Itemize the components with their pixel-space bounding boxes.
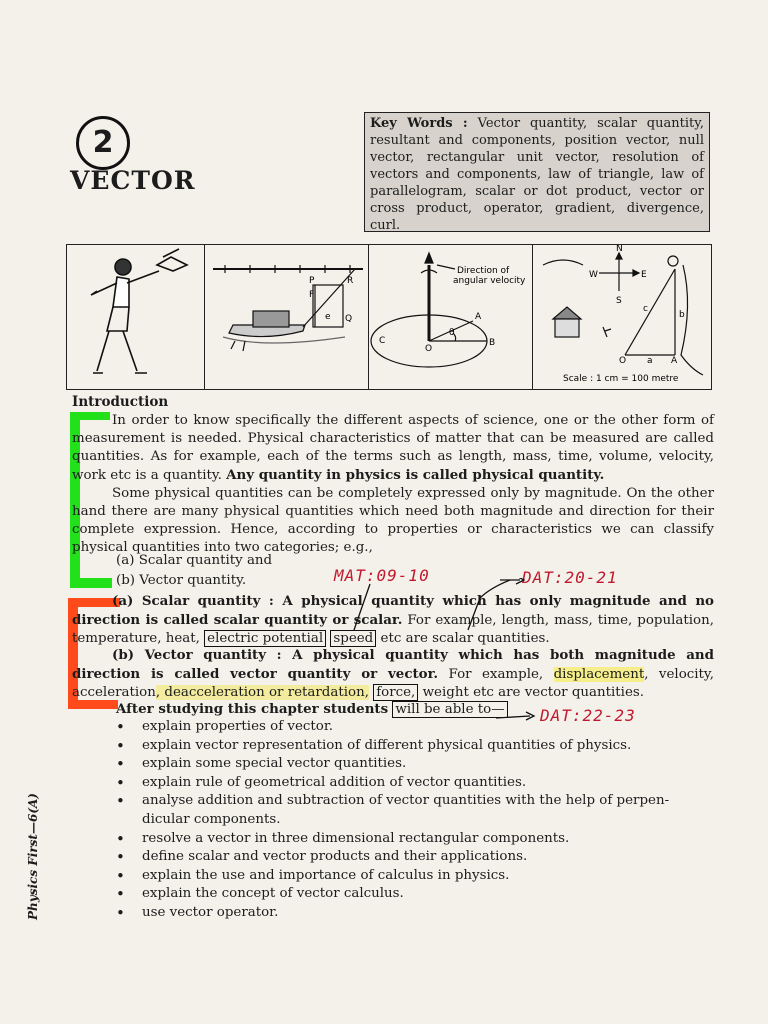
list-item: • define scalar and vector products and their applications. [116, 848, 676, 867]
boat-illustration [205, 245, 369, 389]
keywords-box [364, 112, 710, 232]
handwritten-dat-1: DAT:20-21 [522, 568, 618, 587]
vector-rest-2: , velocity, [644, 667, 714, 682]
scalar-lead: (a) Scalar quantity : A physical quantity which has only magnitude and no direction is called scalar quantity or scalar. [72, 593, 714, 628]
vector-highlight-displacement: displacement [553, 667, 645, 682]
handwritten-strokes [340, 578, 640, 728]
list-item: • explain the concept of vector calculus. [116, 885, 676, 904]
intro-p1-text: In order to know specifically the different aspects of science, one or the other form of measurement is needed. Physical characteristics of matter that can be measured are called quantities. As for example, each of the terms such as length, mass, time, volume, velocity, work etc is a quantity. [72, 413, 714, 483]
vector-tail: weight etc are vector quantities. [422, 685, 644, 700]
list-item: • resolve a vector in three dimensional rectangular components. [116, 830, 676, 849]
green-highlight-base [70, 578, 112, 588]
vector-highlight-retardation: , deacceleration or retardation, [155, 685, 369, 700]
compass-w: W [589, 270, 598, 280]
fig-label-r: R [347, 276, 354, 286]
scalar-tail: etc are scalar quantities. [380, 631, 550, 646]
map-scale: Scale : 1 cm = 100 metre [563, 374, 679, 384]
slingshot-illustration [67, 245, 205, 389]
introduction-heading: Introduction [72, 394, 169, 410]
fig-label-f: F [309, 290, 315, 300]
scalar-boxed-electric-potential: electric potential [204, 630, 326, 647]
list-item: • explain vector representation of different physical quantities of physics. [116, 737, 676, 756]
list-item: • explain properties of vector. [116, 718, 676, 737]
map-a: A [671, 356, 678, 366]
intro-p1-bold: Any quantity in physics is called physical quantity. [226, 467, 605, 483]
chapter-number: 2 [76, 116, 130, 170]
direction-label-2: angular velocity [453, 276, 526, 286]
vector-rest-3: acceleration [72, 685, 156, 700]
vector-boxed-force: force, [373, 684, 418, 701]
figure-map [533, 245, 710, 389]
vector-lead: (b) Vector quantity : A physical quantity which has both magnitude and direction is called vector quantity or vector. [72, 647, 714, 682]
angular-velocity-illustration [369, 245, 533, 389]
map-illustration [533, 245, 710, 389]
label-a: A [475, 312, 482, 322]
direction-label-1: Direction of [457, 266, 510, 276]
list-item: • explain the use and importance of calculus in physics. [116, 867, 676, 886]
category-a: (a) Scalar quantity and [116, 553, 273, 568]
keywords-text: Vector quantity, scalar quantity, resultant and components, position vector, null vector, rectangular unit vector, resolution of vectors and components, law of triangle, law of parallelogram, scalar or dot product, vector or cross product, operator, gradient, divergence, curl. [370, 116, 704, 232]
handwritten-dat-2: DAT:22-23 [540, 706, 636, 725]
map-a-small: a [647, 356, 653, 366]
map-b: b [679, 310, 685, 320]
label-theta: θ [449, 328, 455, 338]
figure-strip [66, 244, 712, 390]
figure-slingshot [67, 245, 205, 389]
objectives-list [116, 718, 676, 923]
after-bold: After studying this chapter students [116, 701, 389, 717]
list-item: • explain rule of geometrical addition of vector quantities. [116, 774, 676, 793]
keywords-label: Key Words : [370, 116, 468, 131]
handwritten-mat: MAT:09-10 [334, 566, 430, 585]
intro-paragraph-2: Some physical quantities can be completely expressed only by magnitude. On the other hand there are many physical quantities which need both magnitude and direction for their complete expression. Hence, according to properties or characteristics we can classify physical quantities into two categories; e.g., [72, 486, 714, 555]
compass-e: E [641, 270, 647, 280]
chapter-title: VECTOR [70, 166, 196, 195]
compass-s: S [616, 296, 622, 306]
after-boxed: will be able to— [392, 701, 507, 718]
intro-paragraphs [72, 412, 714, 557]
list-item: • use vector operator. [116, 904, 676, 923]
list-item: • analyse addition and subtraction of vector quantities with the help of perpen-dicular components. [116, 792, 676, 829]
fig-label-e: e [325, 312, 331, 322]
scalar-rest: For example, length, mass, time, population, temperature, heat, [72, 613, 714, 646]
fig-label-p: P [309, 276, 315, 286]
scalar-boxed-speed: speed [330, 630, 376, 647]
label-c: C [379, 336, 386, 346]
map-o: O [619, 356, 627, 366]
compass-n: N [616, 245, 623, 254]
label-b: B [489, 338, 496, 348]
category-b: (b) Vector quantity. [116, 573, 247, 588]
figure-angular-velocity [369, 245, 533, 389]
fig-label-q: Q [345, 314, 353, 324]
list-item: • explain some special vector quantities. [116, 755, 676, 774]
map-c: c [643, 304, 648, 314]
figure-boat [205, 245, 369, 389]
side-label: Physics First—6(A) [26, 793, 40, 920]
label-o: O [425, 344, 433, 354]
intro-paragraph-1 [72, 412, 714, 485]
vector-rest-1: For example, [448, 667, 544, 682]
